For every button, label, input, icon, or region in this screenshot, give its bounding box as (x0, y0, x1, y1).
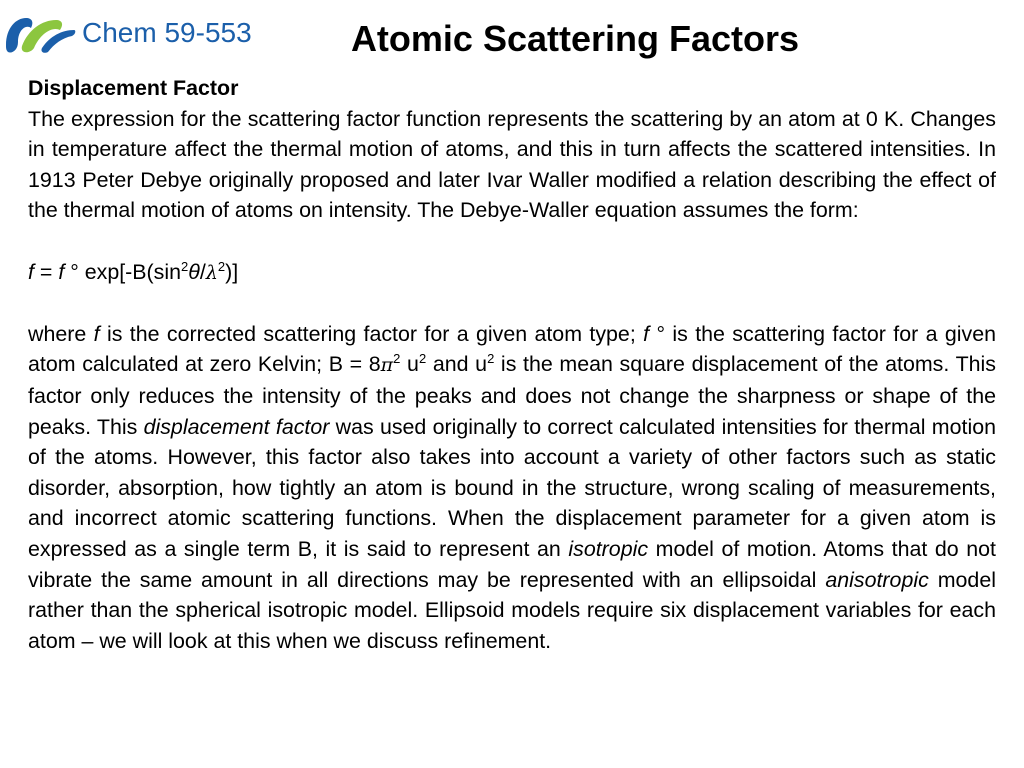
italic-f: f (93, 321, 100, 346)
italic-term: isotropic (568, 536, 649, 561)
eq-f: f (28, 259, 34, 284)
pi-symbol: π (380, 354, 394, 377)
superscript: 2 (393, 351, 401, 367)
superscript: 2 (418, 351, 427, 367)
eq-theta: θ (188, 259, 200, 284)
slide-content (28, 73, 996, 656)
eq-degree: ° (64, 259, 79, 284)
section-heading: Displacement Factor (28, 76, 239, 100)
italic-term: displacement factor (143, 414, 330, 439)
text-run: model rather than the spherical isotropic model. Ellipsoid models require six displacement variables for each atom – we will look at this when we discuss refinement. (28, 567, 996, 653)
superscript: 2 (487, 351, 495, 367)
eq-equals: = (33, 259, 59, 284)
spacer (28, 288, 996, 319)
eq-close: )] (225, 259, 239, 284)
text-run: was used originally to correct calculated intensities for thermal motion of the atoms. However, this factor also takes into account a variety of other factors such as static disorder, absorption, how tightly an atom is bound in the structure, wrong scaling of measurements, and incorrect atomic scattering functions. When the displacement parameter for a given atom is expressed as a single term B, it is said to represent an (28, 414, 996, 561)
text-run: is the mean square displacement of the atoms. This factor only reduces the intensity of the peaks and does not change the sharpness or shape of the peaks. This (28, 352, 996, 439)
italic-term: anisotropic (825, 567, 929, 592)
text-run: model of motion. Atoms that do not vibrate the same amount in all directions may be represented with an ellipsoidal (28, 536, 996, 592)
italic-f: f (643, 321, 650, 346)
course-code: Chem 59-553 (82, 17, 252, 48)
eq-f0: f (58, 259, 65, 284)
page-title: Atomic Scattering Factors (350, 18, 800, 59)
explanation-paragraph (28, 319, 996, 657)
intro-paragraph: The expression for the scattering factor function represents the scattering by an atom at 0 K. Changes in temperature affect the thermal motion of atoms, and this in turn affects the scattered intensities. In 1913 Peter Debye originally proposed and later Ivar Waller modified a relation describing the effect of the thermal motion of atoms on intensity. The Debye-Waller equation assumes the form: (28, 106, 996, 223)
eq-square-1: 2 (181, 258, 189, 274)
text-run: u (400, 352, 419, 377)
text-run: ° is the scattering factor for a given atom calculated at zero Kelvin; B = 8 (28, 321, 996, 377)
text-run: is the corrected scattering factor for a given atom type; (99, 321, 644, 346)
debye-waller-equation (28, 257, 996, 289)
text-run: where (28, 321, 94, 346)
eq-exp-open: exp[-B(sin (78, 259, 182, 284)
spacer (28, 226, 996, 257)
eq-slash: / (199, 259, 206, 284)
text-run: and u (426, 352, 488, 377)
eq-lambda: λ (205, 261, 218, 284)
eq-square-2: 2 (217, 258, 226, 274)
